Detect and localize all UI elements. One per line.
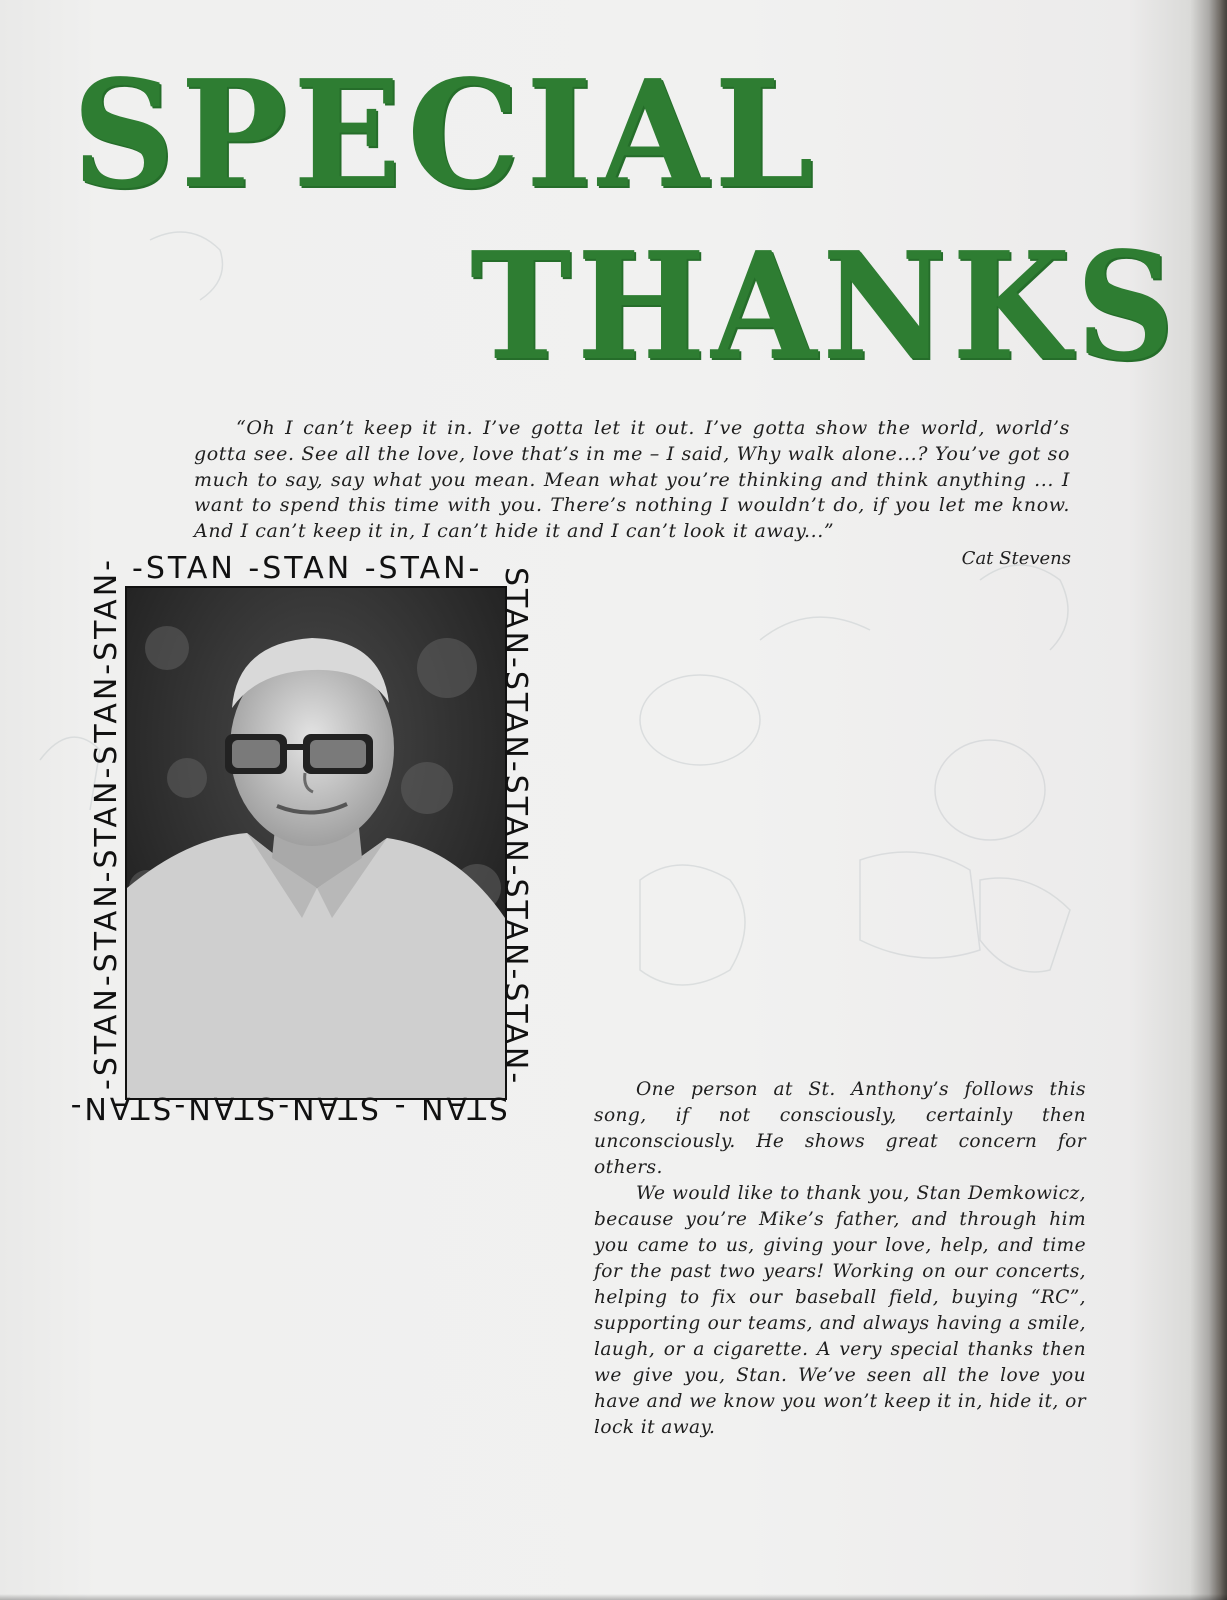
tribute-paragraph-2: We would like to thank you, Stan Demkowicz, because you’re Mike’s father, and through him you came to us, giving your love, help, and time for the past two years! Working on our concerts, helping to fix our baseball field, buying “RC”, supporting our teams, and always having a smile, laugh, or a cigarette. A very special thanks then we give you, Stan. We’ve seen all the love you have and we know you won’t keep it in, hide it, or lock it away. [594, 1183, 1086, 1438]
quote-attribution: Cat Stevens [961, 548, 1071, 569]
portrait-photo [125, 586, 507, 1100]
page-title-thanks: THANKS [470, 219, 1180, 393]
song-quote: “Oh I can’t keep it in. I’ve gotta let it out. I’ve gotta show the world, world’s gotta see. See all the love, love that’s in me – I said, Why walk alone...? You’ve got so much to say, say what you mean. Mean what you’re thinking and think anything ... I want to spend this time with you. There’s nothing I wouldn’t do, if you let me know. And I can’t keep it in, I can’t hide it and I can’t look it away...” [194, 417, 1070, 543]
page-binding-shadow [1209, 0, 1227, 1600]
photo-border-top: -STAN -STAN -STAN- [132, 551, 483, 586]
portrait-illustration [127, 588, 505, 1098]
page-bottom-shadow [0, 1594, 1227, 1600]
tribute-text [594, 1077, 1086, 1441]
page-title-special: SPECIAL [72, 47, 820, 221]
tribute-paragraph-1: One person at St. Anthony’s follows this song, if not consciously, certainly then unconsciously. He shows great concern for others. [594, 1079, 1086, 1178]
photo-border-left: -STAN-STAN-STAN-STAN-STAN- [89, 557, 124, 1090]
photo-border-bottom: STAN - STAN-STAN-STAN- [67, 1090, 508, 1125]
photo-border-right: STAN-STAN-STAN-STAN-STAN- [498, 567, 533, 1087]
